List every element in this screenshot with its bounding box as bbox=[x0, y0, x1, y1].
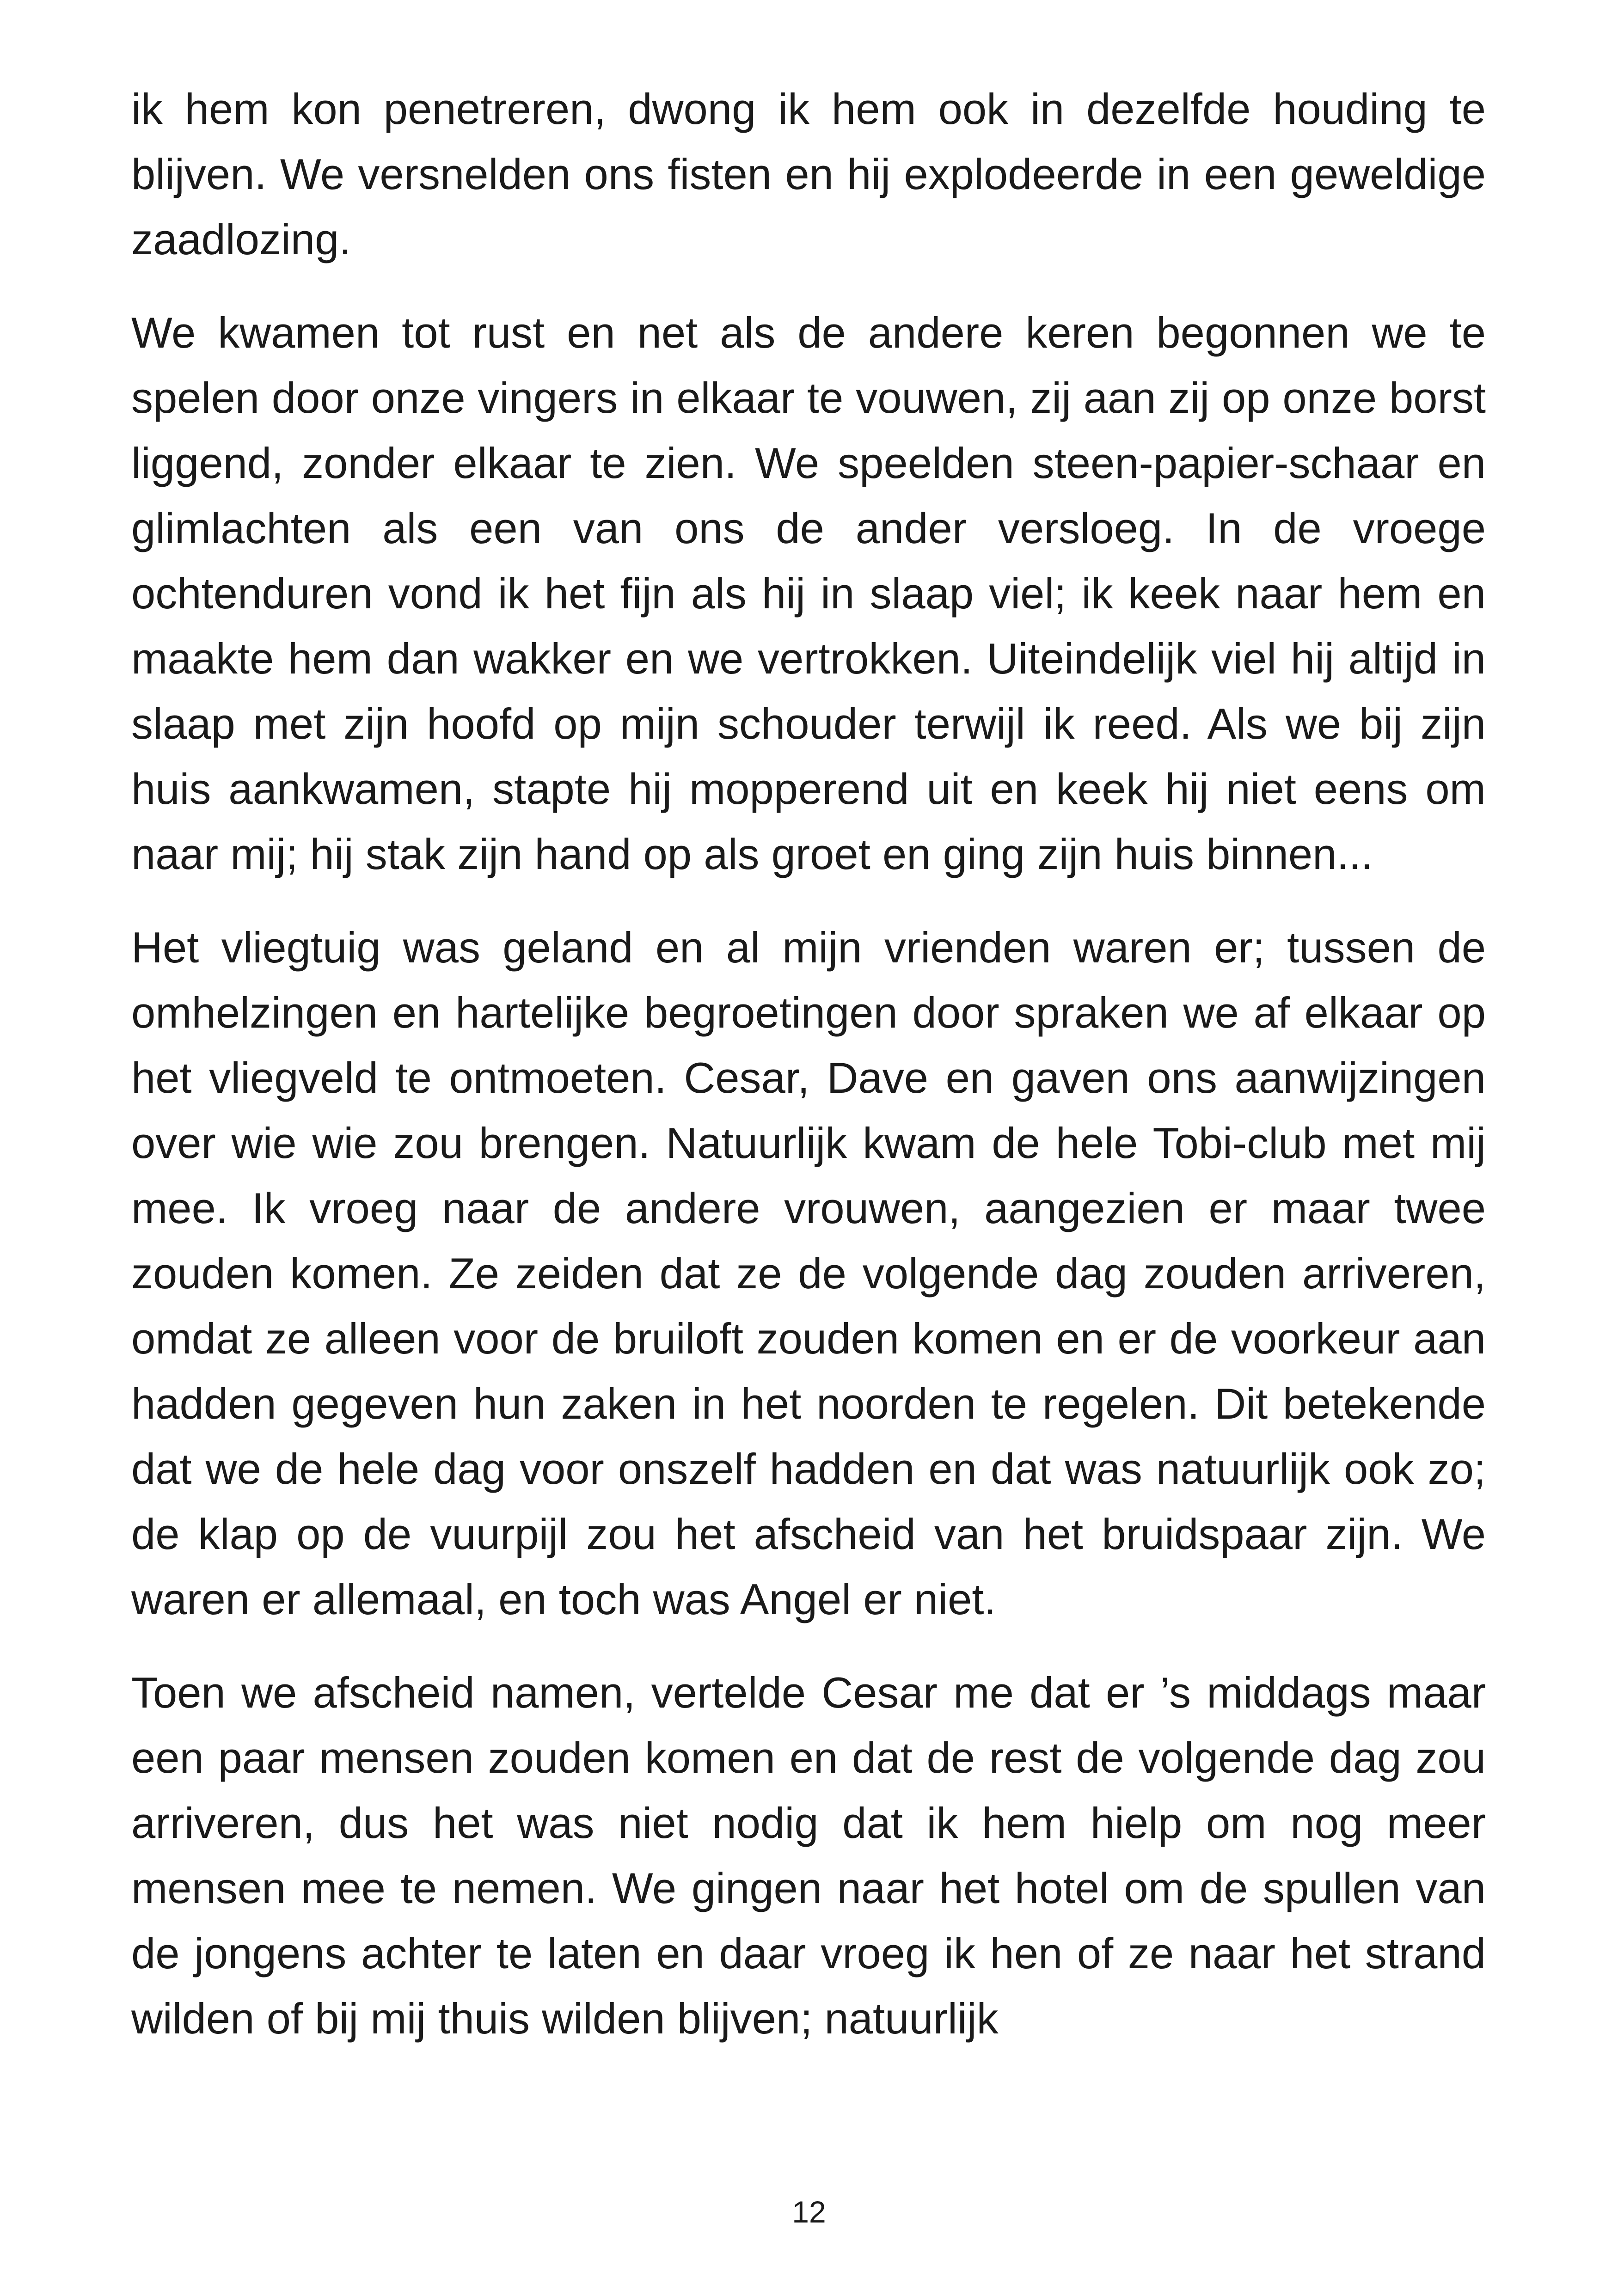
paragraph-3: Het vliegtuig was geland en al mijn vrienden waren er; tussen de omhelzingen en hartelijke begroetingen door spraken we af elkaar op het vliegveld te ontmoeten. Cesar, Dave en gaven ons aanwijzingen over wie wie zou brengen. Natuurlijk kwam de hele Tobi-club met mij mee. Ik vroeg naar de andere vrouwen, aangezien er maar twee zouden komen. Ze zeiden dat ze de volgende dag zouden arriveren, omdat ze alleen voor de bruiloft zouden komen en er de voorkeur aan hadden gegeven hun zaken in het noorden te regelen. Dit betekende dat we de hele dag voor onszelf hadden en dat was natuurlijk ook zo; de klap op de vuurpijl zou het afscheid van het bruidspaar zijn. We waren er allemaal, en toch was Angel er niet. bbox=[131, 923, 1486, 1623]
paragraph-4: Toen we afscheid namen, vertelde Cesar me dat er ’s middags maar een paar mensen zouden komen en dat de rest de volgende dag zou arriveren, dus het was niet nodig dat ik hem hielp om nog meer mensen mee te nemen. We gingen naar het hotel om de spullen van de jongens achter te laten en daar vroeg ik hen of ze naar het strand wilden of bij mij thuis wilden blijven; natuurlijk bbox=[131, 1668, 1486, 2043]
paragraph-1: ik hem kon penetreren, dwong ik hem ook in dezelfde houding te blijven. We versnelden ons fisten en hij explodeerde in een geweldige zaadlozing. bbox=[131, 85, 1486, 263]
page-number: 12 bbox=[792, 2195, 826, 2229]
body-text bbox=[131, 76, 1486, 2079]
paragraph-2: We kwamen tot rust en net als de andere keren begonnen we te spelen door onze vingers in elkaar te vouwen, zij aan zij op onze borst liggend, zonder elkaar te zien. We speelden steen-papier-schaar en glimlachten als een van ons de ander versloeg. In de vroege ochtenduren vond ik het fijn als hij in slaap viel; ik keek naar hem en maakte hem dan wakker en we vertrokken. Uiteindelijk viel hij altijd in slaap met zijn hoofd op mijn schouder terwijl ik reed. Als we bij zijn huis aankwamen, stapte hij mopperend uit en keek hij niet eens om naar mij; hij stak zijn hand op als groet en ging zijn huis binnen... bbox=[131, 308, 1486, 878]
